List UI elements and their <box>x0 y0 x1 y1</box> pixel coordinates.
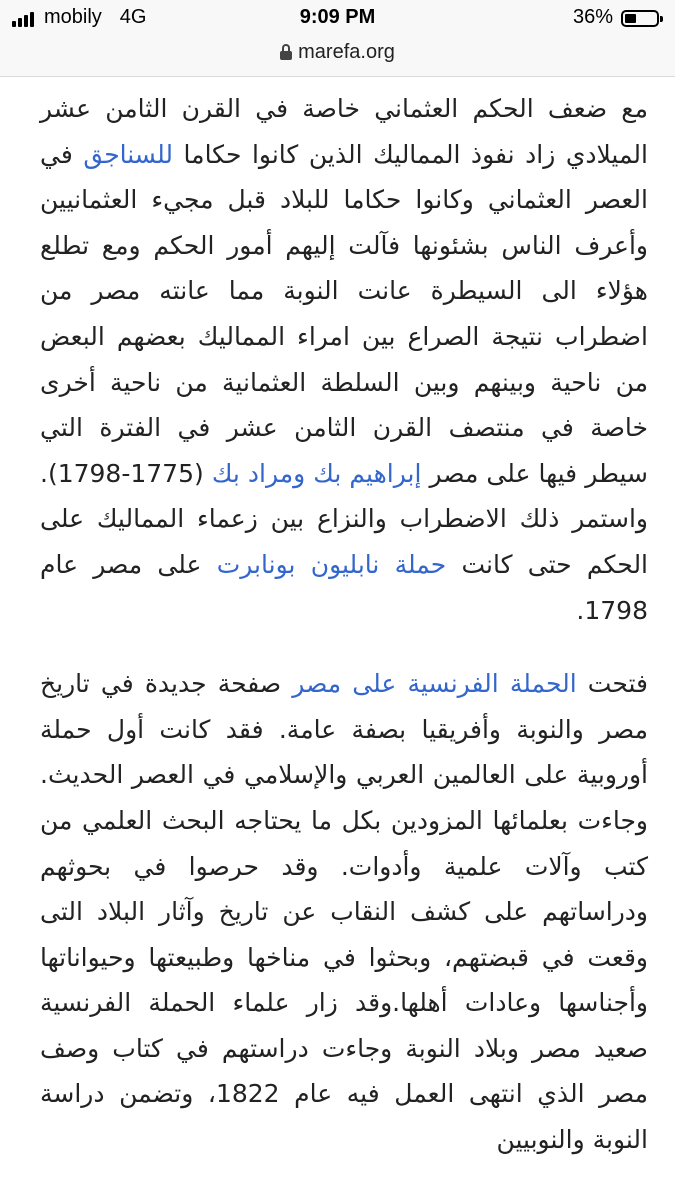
link-french-campaign-egypt[interactable]: الحملة الفرنسية على مصر <box>292 669 577 699</box>
battery-percentage: 36% <box>572 6 613 28</box>
paragraph-text: مع ضعف الحكم العثماني خاصة في القرن الثامن عشر الميلادي زاد نفوذ المماليك الذين كانوا حكاما <box>40 94 648 169</box>
battery-icon <box>621 10 659 27</box>
link-napoleon-campaign[interactable]: حملة نابليون بونابرت <box>216 549 447 579</box>
network-type: 4G <box>119 6 147 28</box>
article-paragraph <box>40 86 648 633</box>
link-sanjaks[interactable]: للسناجق <box>83 139 174 169</box>
article-content <box>40 86 648 1163</box>
paragraph-text: فتحت <box>576 669 648 699</box>
paragraph-text: (1775-1798). واستمر ذلك الاضطراب والنزاع بين زعماء المماليك على الحكم حتى كانت <box>40 458 649 579</box>
battery-level-fill <box>625 14 636 23</box>
link-ibrahim-murad-bey[interactable]: إبراهيم بك ومراد بك <box>211 458 422 488</box>
address-bar[interactable] <box>0 38 675 66</box>
carrier-name: mobily <box>44 6 102 28</box>
paragraph-text: صفحة جديدة في تاريخ مصر والنوبة وأفريقيا بصفة عامة. فقد كانت أول حملة أوروبية على العالمين العربي والإسلامي في العصر الحديث. وجاءت بعلمائها المزودين بكل ما يحتاجه البحث العلمي من كتب وآلات علمية وأدوات. وقد حرصوا في بحوثهم ودراساتهم على كشف النقاب عن تاريخ وآثار البلاد التى وقعت في قبضتهم، وبحثوا في مناخها وطبيعتها وحيواناتها وأجناسها وعادات أهلها.وقد زار علماء الحملة الفرنسية صعيد مصر وبلاد النوبة وجاءت دراستهم في كتاب وصف مصر الذي انتهى العمل فيه عام 1822، وتضمن دراسة النوبة والنوبيين <box>40 669 648 1155</box>
paragraph-text: على مصر عام 1798. <box>40 549 648 625</box>
status-bar <box>0 0 675 40</box>
paragraph-text: في العصر العثماني وكانوا حكاما للبلاد قبل مجيء العثمانيين وأعرف الناس بشئونها فآلت إليهم أمور الحكم ومع تطلع هؤلاء الى السيطرة عانت النوبة مما عانته مصر من اضطراب نتيجة الصراع بين امراء المماليك بعضهم البعض من ناحية وبينهم وبين السلطة العثمانية من ناحية أخرى خاصة في منتصف القرن الثامن عشر في الفترة التي سيطر فيها على مصر <box>40 139 648 488</box>
lock-icon <box>280 44 292 60</box>
browser-top-bar <box>0 0 675 77</box>
status-time: 9:09 PM <box>299 6 376 28</box>
url-text[interactable]: marefa.org <box>298 40 395 63</box>
article-paragraph <box>40 661 648 1163</box>
